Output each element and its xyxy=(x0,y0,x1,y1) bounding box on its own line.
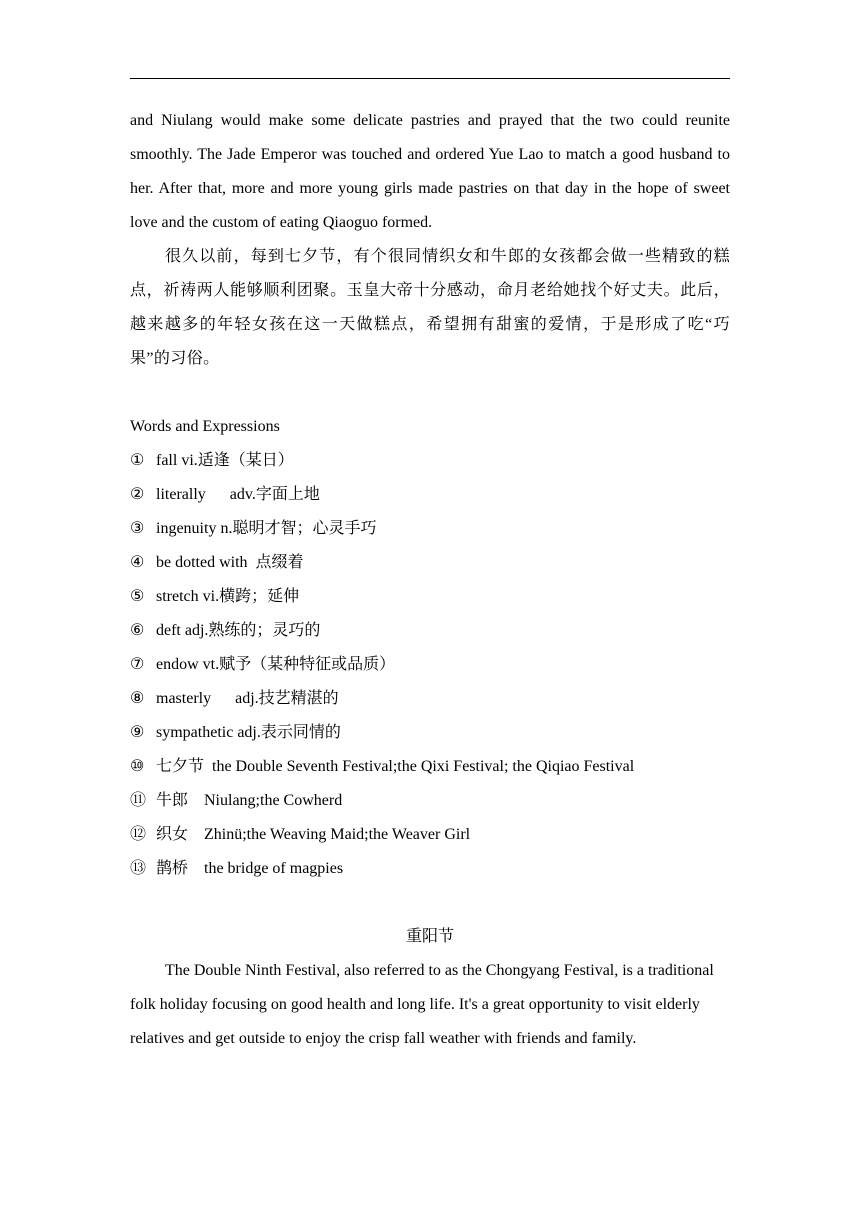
vocab-text: sympathetic adj.表示同情的 xyxy=(156,724,341,741)
vocab-text: 织女 Zhinü;the Weaving Maid;the Weaver Girl xyxy=(156,826,471,843)
vocab-text: fall vi.适逢（某日） xyxy=(156,452,294,469)
vocab-text: 七夕节 the Double Seventh Festival;the Qixi Festival; the Qiqiao Festival xyxy=(156,758,635,775)
vocab-text: endow vt.赋予（某种特征或品质） xyxy=(156,656,396,673)
vocab-item xyxy=(130,478,730,512)
section-paragraph: The Double Ninth Festival, also referred to as the Chongyang Festival, is a traditional folk holiday focusing on good health and long life. It's a great opportunity to visit elderly relatives and get outside to enjoy the crisp fall weather with friends and family. xyxy=(130,962,714,1047)
vocab-item xyxy=(130,444,730,478)
vocab-item xyxy=(130,580,730,614)
vocab-item xyxy=(130,546,730,580)
vocab-number: ⑤ xyxy=(130,588,145,605)
vocab-list xyxy=(130,444,730,886)
vocab-item xyxy=(130,852,730,886)
vocab-number: ⑦ xyxy=(130,656,145,673)
vocab-number: ⑨ xyxy=(130,724,145,741)
vocab-number: ② xyxy=(130,486,145,503)
vocab-number: ⑫ xyxy=(130,826,147,843)
vocab-item xyxy=(130,818,730,852)
vocab-number: ① xyxy=(130,452,145,469)
vocab-item xyxy=(130,614,730,648)
vocab-text: be dotted with 点缀着 xyxy=(156,554,304,571)
vocab-item xyxy=(130,716,730,750)
vocab-item xyxy=(130,512,730,546)
top-paragraph-chinese: 很久以前，每到七夕节，有个很同情织女和牛郎的女孩都会做一些精致的糕点，祈祷两人能够顺利团聚。玉皇大帝十分感动，命月老给她找个好丈夫。此后，越来越多的年轻女孩在这一天做糕点，希望拥有甜蜜的爱情，于是形成了吃“巧果”的习俗。 xyxy=(130,248,730,367)
vocab-text: 牛郎 Niulang;the Cowherd xyxy=(156,792,343,809)
header-rule xyxy=(130,78,730,79)
vocab-number: ⑪ xyxy=(130,792,147,809)
vocab-text: stretch vi.横跨；延伸 xyxy=(156,588,300,605)
words-expressions-heading: Words and Expressions xyxy=(130,418,280,435)
top-paragraph-english: and Niulang would make some delicate pastries and prayed that the two could reunite smoothly. The Jade Emperor was touched and ordered Yue Lao to match a good husband to her. After that, more and more young girls made pastries on that day in the hope of sweet love and the custom of eating Qiaoguo formed. xyxy=(130,112,730,231)
vocab-number: ④ xyxy=(130,554,145,571)
vocab-number: ⑧ xyxy=(130,690,145,707)
vocab-number: ⑩ xyxy=(130,758,145,775)
vocab-text: 鹊桥 the bridge of magpies xyxy=(156,860,344,877)
vocab-item xyxy=(130,682,730,716)
vocab-item xyxy=(130,750,730,784)
vocab-text: deft adj.熟练的；灵巧的 xyxy=(156,622,321,639)
vocab-number: ⑬ xyxy=(130,860,147,877)
vocab-item xyxy=(130,648,730,682)
blank-line xyxy=(130,376,730,410)
page-content xyxy=(130,104,730,1056)
vocab-item xyxy=(130,784,730,818)
vocab-text: ingenuity n.聪明才智；心灵手巧 xyxy=(156,520,377,537)
vocab-text: masterly adj.技艺精湛的 xyxy=(156,690,339,707)
vocab-number: ③ xyxy=(130,520,145,537)
vocab-text: literally adv.字面上地 xyxy=(156,486,320,503)
blank-line xyxy=(130,886,730,920)
vocab-number: ⑥ xyxy=(130,622,145,639)
section-title: 重阳节 xyxy=(405,928,454,945)
